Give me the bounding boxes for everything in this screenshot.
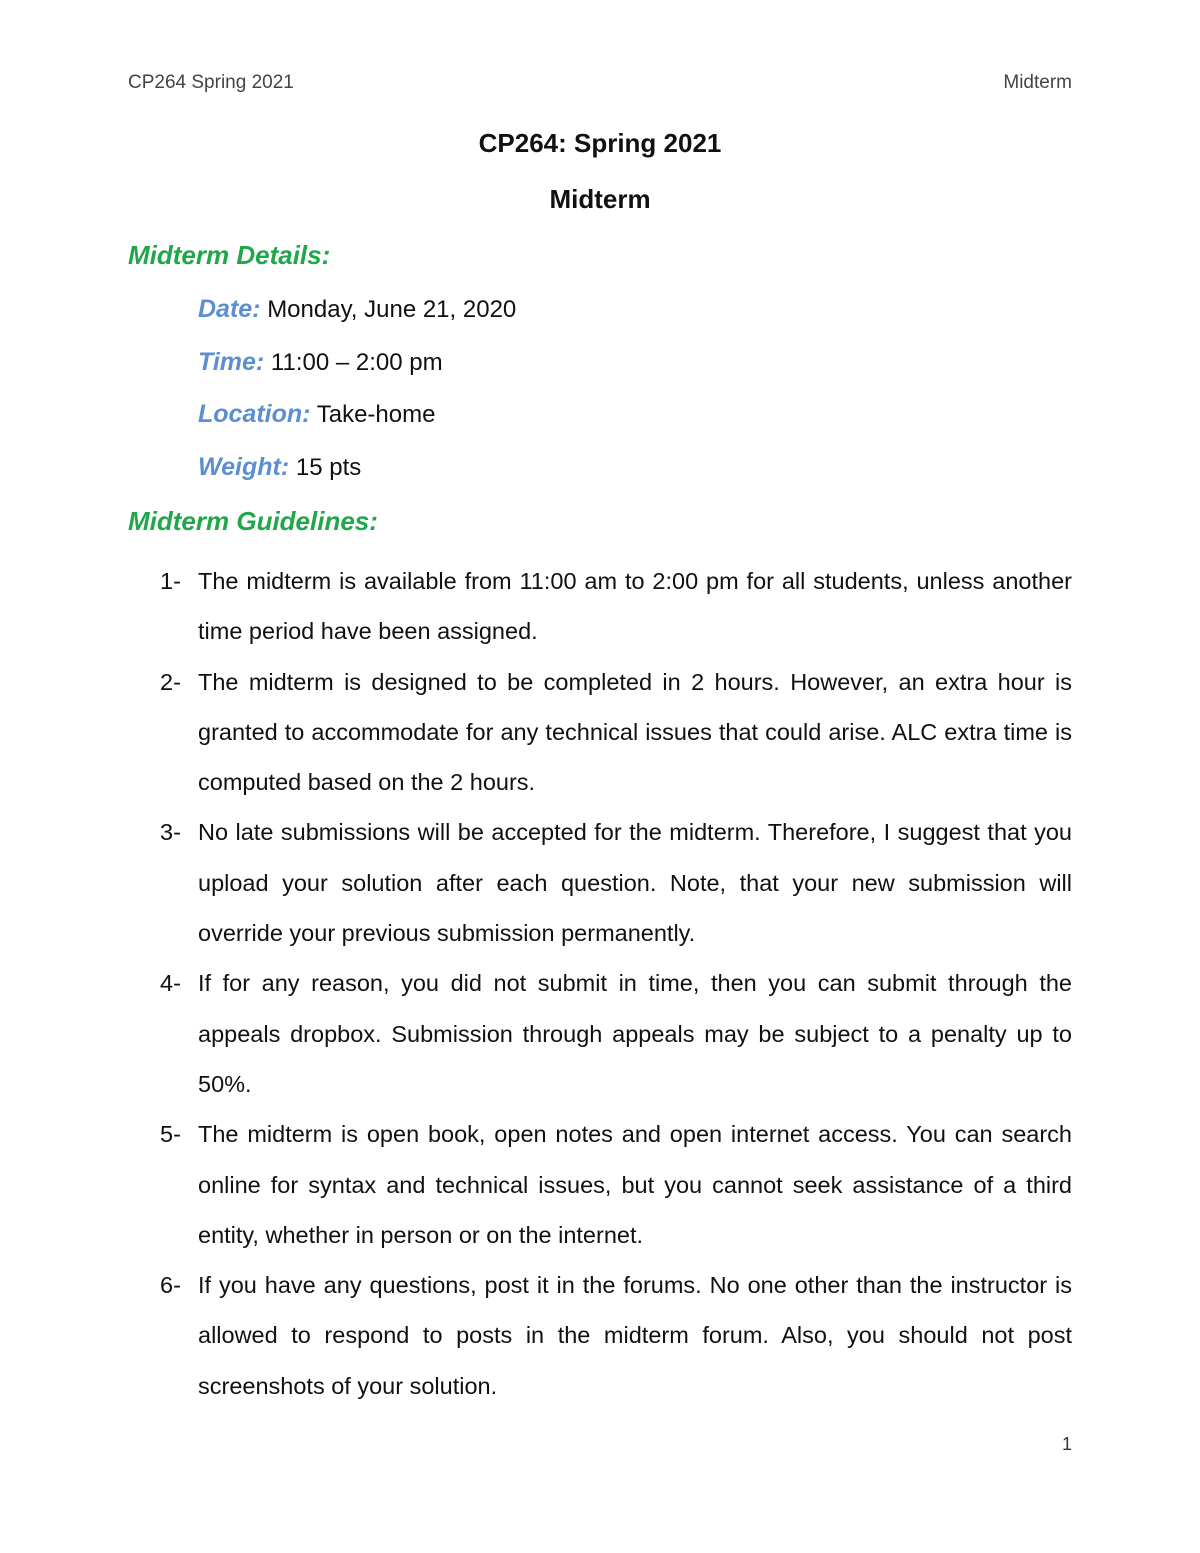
page-number: 1 [1061, 1434, 1072, 1454]
detail-date-label: Date: [198, 295, 261, 323]
details-heading: Midterm Details: [128, 240, 331, 270]
detail-date [198, 295, 516, 324]
detail-date-value: Monday, June 21, 2020 [267, 296, 517, 323]
guideline-text: The midterm is designed to be completed in 2 hours. However, an extra hour is granted to accommodate for any technical issues that could arise. ALC extra time is computed based on the 2 hours. [198, 668, 1072, 796]
guideline-number: 2- [160, 668, 181, 695]
guideline-item [160, 556, 1072, 657]
guideline-text: The midterm is available from 11:00 am to 2:00 pm for all students, unless another time period have been assigned. [198, 568, 1072, 645]
page-subtitle: Midterm [549, 184, 651, 214]
header-doc-type: Midterm [1003, 72, 1072, 93]
detail-time-label: Time: [198, 348, 265, 376]
guideline-item [160, 657, 1072, 808]
guideline-text: If for any reason, you did not submit in time, then you can submit through the appeals dropbox. Submission through appeals may be subject to a penalty up to 50%. [198, 970, 1072, 1097]
guideline-item [160, 807, 1072, 958]
detail-weight [198, 453, 361, 482]
header-course: CP264 Spring 2021 [128, 72, 294, 93]
guideline-number: 5- [160, 1121, 181, 1148]
guideline-text: The midterm is open book, open notes and open internet access. You can search online for syntax and technical issues, but you cannot seek assistance of a third entity, whether in person or on the internet. [198, 1121, 1072, 1248]
guideline-item [160, 1260, 1072, 1411]
detail-weight-value: 15 pts [295, 454, 362, 481]
guideline-number: 1- [160, 568, 181, 594]
detail-location-value: Take-home [316, 401, 436, 428]
guidelines-heading: Midterm Guidelines: [128, 506, 378, 536]
guideline-number: 6- [160, 1272, 181, 1299]
detail-location [198, 400, 435, 429]
guideline-text: No late submissions will be accepted for the midterm. Therefore, I suggest that you upload your solution after each question. Note, that your new submission will override your previous submission permanently. [198, 819, 1072, 947]
guideline-number: 4- [160, 970, 181, 997]
detail-weight-label: Weight: [198, 453, 290, 481]
guideline-item [160, 958, 1072, 1109]
detail-time [198, 348, 443, 377]
guidelines-list [160, 556, 1072, 1411]
guideline-item [160, 1109, 1072, 1260]
detail-location-label: Location: [198, 400, 311, 428]
guideline-number: 3- [160, 819, 181, 846]
page-title: CP264: Spring 2021 [478, 128, 722, 158]
detail-time-value: 11:00 – 2:00 pm [270, 349, 443, 376]
guideline-text: If you have any questions, post it in the forums. No one other than the instructor is allowed to respond to posts in the midterm forum. Also, you should not post screenshots of your solution. [198, 1272, 1072, 1399]
